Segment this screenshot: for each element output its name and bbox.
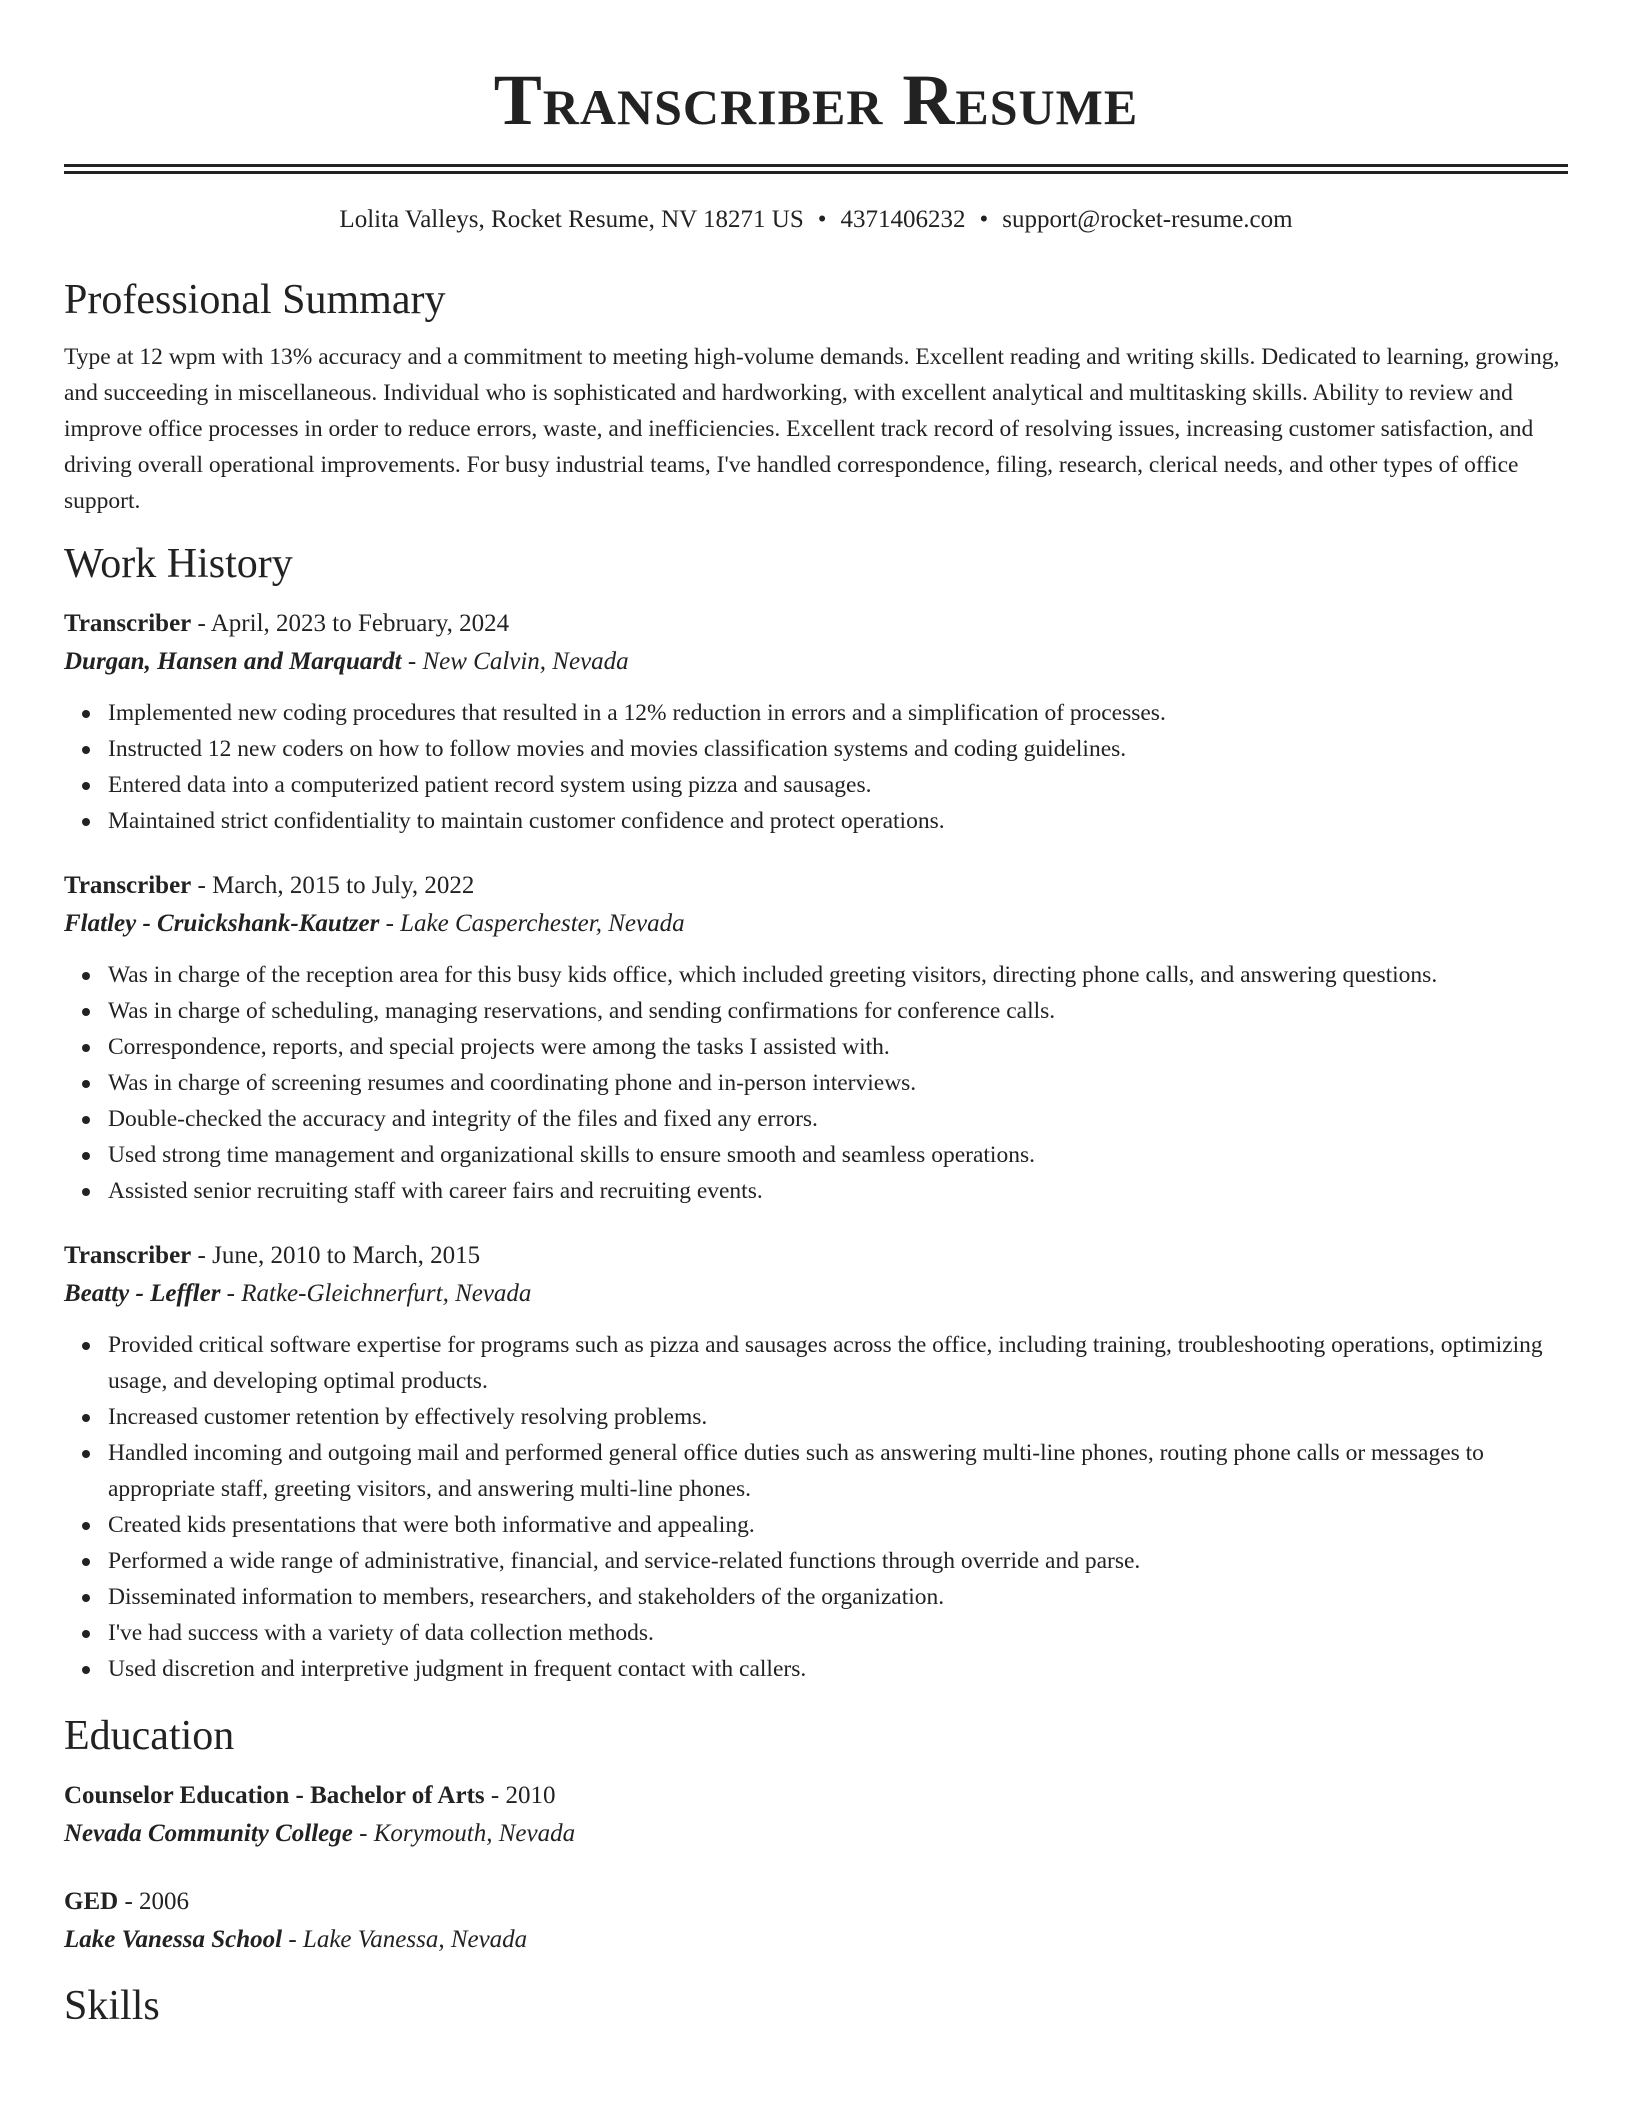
job-company-line <box>64 643 1568 681</box>
job-bullet: Used strong time management and organizational skills to ensure smooth and seamless operations. <box>108 1137 1568 1173</box>
job-entry <box>64 605 1568 839</box>
contact-separator: • <box>979 206 989 233</box>
job-company: Beatty - Leffler <box>64 1280 221 1307</box>
job-title: Transcriber <box>64 872 192 899</box>
job-bullet: Implemented new coding procedures that resulted in a 12% reduction in errors and a simplification of processes. <box>108 695 1568 731</box>
contact-line <box>64 205 1568 235</box>
job-bullet: Instructed 12 new coders on how to follow movies and movies classification systems and coding guidelines. <box>108 731 1568 767</box>
job-entry <box>64 1237 1568 1687</box>
job-dates: - June, 2010 to March, 2015 <box>191 1242 481 1269</box>
job-bullets <box>64 695 1568 839</box>
job-bullet: Disseminated information to members, researchers, and stakeholders of the organization. <box>108 1579 1568 1615</box>
job-dates: - April, 2023 to February, 2024 <box>191 610 510 637</box>
job-bullet: I've had success with a variety of data collection methods. <box>108 1615 1568 1651</box>
job-company-line <box>64 1275 1568 1313</box>
job-bullet: Used discretion and interpretive judgment in frequent contact with callers. <box>108 1651 1568 1687</box>
contact-phone: 4371406232 <box>840 206 966 233</box>
job-location: - New Calvin, Nevada <box>401 648 629 675</box>
education-school-line <box>64 1815 1568 1853</box>
job-dates: - March, 2015 to July, 2022 <box>191 872 475 899</box>
job-title: Transcriber <box>64 1242 192 1269</box>
job-bullet: Created kids presentations that were both informative and appealing. <box>108 1507 1568 1543</box>
job-location: - Ratke-Gleichnerfurt, Nevada <box>220 1280 532 1307</box>
education-year: - 2010 <box>484 1782 556 1809</box>
education-degree-line <box>64 1883 1568 1921</box>
job-bullet: Assisted senior recruiting staff with career fairs and recruiting events. <box>108 1173 1568 1209</box>
job-bullet: Performed a wide range of administrative, financial, and service-related functions through override and parse. <box>108 1543 1568 1579</box>
education-year: - 2006 <box>118 1888 190 1915</box>
education-school: Lake Vanessa School <box>64 1926 283 1953</box>
job-bullet: Maintained strict confidentiality to maintain customer confidence and protect operations. <box>108 803 1568 839</box>
job-company-line <box>64 905 1568 943</box>
job-company: Durgan, Hansen and Marquardt <box>64 648 402 675</box>
work-history-heading: Work History <box>64 541 293 587</box>
education-degree: Counselor Education - Bachelor of Arts <box>64 1782 485 1809</box>
title-divider <box>64 164 1568 167</box>
job-bullet: Increased customer retention by effectively resolving problems. <box>108 1399 1568 1435</box>
education-entry <box>64 1777 1568 1853</box>
contact-address: Lolita Valleys, Rocket Resume, NV 18271 US <box>339 206 804 233</box>
job-bullet: Was in charge of screening resumes and coordinating phone and in-person interviews. <box>108 1065 1568 1101</box>
job-bullet: Was in charge of the reception area for this busy kids office, which included greeting visitors, directing phone calls, and answering questions. <box>108 957 1568 993</box>
job-bullet: Handled incoming and outgoing mail and performed general office duties such as answering multi-line phones, routing phone calls or messages to appropriate staff, greeting visitors, and answering multi-line phones. <box>108 1435 1568 1507</box>
job-entry <box>64 867 1568 1209</box>
education-heading: Education <box>64 1713 235 1759</box>
job-title-line <box>64 605 1568 643</box>
resume-page <box>64 0 1568 2031</box>
contact-separator: • <box>817 206 827 233</box>
skills-heading: Skills <box>64 1983 160 2029</box>
job-bullet: Provided critical software expertise for programs such as pizza and sausages across the office, including training, troubleshooting operations, optimizing usage, and developing optimal products. <box>108 1327 1568 1399</box>
education-school: Nevada Community College <box>64 1820 353 1847</box>
job-title-line <box>64 867 1568 905</box>
education-entry <box>64 1883 1568 1959</box>
education-degree-line <box>64 1777 1568 1815</box>
job-bullet: Double-checked the accuracy and integrity of the files and fixed any errors. <box>108 1101 1568 1137</box>
resume-title: Transcriber Resume <box>493 60 1139 140</box>
job-location: - Lake Casperchester, Nevada <box>379 910 685 937</box>
job-bullet: Entered data into a computerized patient record system using pizza and sausages. <box>108 767 1568 803</box>
contact-email: support@rocket-resume.com <box>1002 206 1293 233</box>
job-title-line <box>64 1237 1568 1275</box>
education-location: - Lake Vanessa, Nevada <box>282 1926 528 1953</box>
job-bullets <box>64 957 1568 1209</box>
job-bullets <box>64 1327 1568 1687</box>
summary-heading: Professional Summary <box>64 277 446 323</box>
education-degree: GED <box>64 1888 119 1915</box>
education-location: - Korymouth, Nevada <box>352 1820 576 1847</box>
job-title: Transcriber <box>64 610 192 637</box>
job-bullet: Was in charge of scheduling, managing reservations, and sending confirmations for conference calls. <box>108 993 1568 1029</box>
job-company: Flatley - Cruickshank-Kautzer <box>64 910 380 937</box>
education-school-line <box>64 1921 1568 1959</box>
job-bullet: Correspondence, reports, and special projects were among the tasks I assisted with. <box>108 1029 1568 1065</box>
summary-text: Type at 12 wpm with 13% accuracy and a commitment to meeting high-volume demands. Excellent reading and writing skills. Dedicated to learning, growing, and succeeding in miscellaneous. Individual who is sophisticated and hardworking, with excellent analytical and multitasking skills. Ability to review and improve office processes in order to reduce errors, waste, and inefficiencies. Excellent track record of resolving issues, increasing customer satisfaction, and driving overall operational improvements. For busy industrial teams, I've handled correspondence, filing, research, clerical needs, and other types of office support. <box>64 344 1560 514</box>
